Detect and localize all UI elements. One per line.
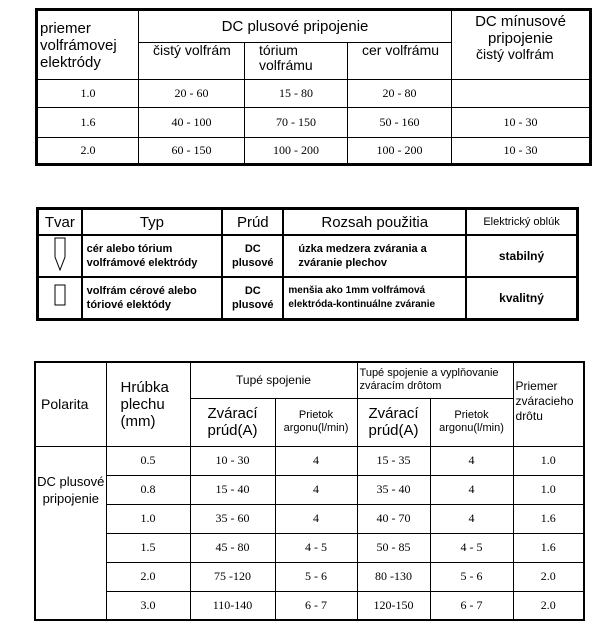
wire-cell: 1.6 — [513, 504, 584, 533]
thickness-cell: 3.0 — [106, 591, 190, 620]
flat-electrode-icon — [38, 277, 82, 319]
usage-cell: menšia ako 1mm volfrámová elektróda-kontinuálne zváranie — [283, 277, 466, 319]
header-typ: Typ — [82, 209, 223, 236]
butt-flow-cell: 4 - 5 — [275, 533, 357, 562]
fill-flow-cell: 4 — [430, 504, 513, 533]
diameter-cell: 2.0 — [37, 138, 139, 165]
butt-flow-cell: 4 — [275, 475, 357, 504]
value-cell: 20 - 60 — [139, 80, 245, 108]
table-row — [37, 108, 591, 138]
argon-flow-subheader: Prietok argonu(l/min) — [430, 398, 513, 446]
table-row — [37, 80, 591, 108]
fill-current-cell: 15 - 35 — [357, 446, 430, 475]
table-row — [35, 446, 584, 475]
fill-flow-cell: 4 — [430, 475, 513, 504]
butt-joint-filler-header: Tupé spojenie a vyplňovanie zváracím drôtom — [357, 362, 513, 398]
value-cell: 10 - 30 — [452, 108, 591, 138]
header-oblúk: Elektrický oblúk — [466, 209, 577, 236]
table-row — [38, 235, 578, 277]
thickness-cell: 0.8 — [106, 475, 190, 504]
diameter-header: priemer volfrámovej elektródy — [37, 10, 139, 80]
value-cell: 50 - 160 — [348, 108, 452, 138]
butt-flow-cell: 6 - 7 — [275, 591, 357, 620]
table-row — [35, 591, 584, 620]
value-cell: 60 - 150 — [139, 138, 245, 165]
pointed-electrode-icon — [38, 235, 82, 277]
diameter-cell: 1.0 — [37, 80, 139, 108]
wire-cell: 2.0 — [513, 562, 584, 591]
thickness-header: Hrúbka plechu (mm) — [106, 362, 190, 446]
table-row — [35, 504, 584, 533]
thickness-cell: 1.0 — [106, 504, 190, 533]
value-cell: 10 - 30 — [452, 138, 591, 165]
header-tvar: Tvar — [38, 209, 82, 236]
polarity-cell: DC plusové pripojenie — [35, 446, 106, 620]
fill-flow-cell: 4 - 5 — [430, 533, 513, 562]
fill-flow-cell: 6 - 7 — [430, 591, 513, 620]
header-rozsah: Rozsah použitia — [283, 209, 466, 236]
electrode-current-table — [35, 8, 592, 166]
wire-cell: 1.6 — [513, 533, 584, 562]
subheader-thorium-tungsten: tórium volfrámu — [245, 43, 348, 80]
fill-current-cell: 80 -130 — [357, 562, 430, 591]
dc-plus-header: DC plusové pripojenie — [139, 10, 452, 43]
current-subheader: Zvárací prúd(A) — [190, 398, 275, 446]
thickness-cell: 0.5 — [106, 446, 190, 475]
butt-current-cell: 75 -120 — [190, 562, 275, 591]
dc-minus-header — [452, 10, 591, 80]
subheader-pure-tungsten-minus: čistý volfrám — [476, 46, 554, 62]
fill-flow-cell: 4 — [430, 446, 513, 475]
butt-current-cell: 15 - 40 — [190, 475, 275, 504]
butt-current-cell: 35 - 60 — [190, 504, 275, 533]
butt-current-cell: 45 - 80 — [190, 533, 275, 562]
current-subheader: Zvárací prúd(A) — [357, 398, 430, 446]
fill-flow-cell: 5 - 6 — [430, 562, 513, 591]
diameter-cell: 1.6 — [37, 108, 139, 138]
wire-cell: 1.0 — [513, 475, 584, 504]
fill-current-cell: 120-150 — [357, 591, 430, 620]
thickness-cell: 2.0 — [106, 562, 190, 591]
butt-flow-cell: 4 — [275, 446, 357, 475]
subheader-pure-tungsten: čistý volfrám — [139, 43, 245, 80]
value-cell: 40 - 100 — [139, 108, 245, 138]
current-cell: DC plusové — [222, 235, 283, 277]
wire-cell: 1.0 — [513, 446, 584, 475]
butt-flow-cell: 4 — [275, 504, 357, 533]
argon-flow-subheader: Prietok argonu(l/min) — [275, 398, 357, 446]
value-cell: 20 - 80 — [348, 80, 452, 108]
table-row — [35, 475, 584, 504]
dc-minus-label: DC mínusové pripojenie — [475, 13, 566, 47]
value-cell — [452, 80, 591, 108]
subheader-cerium-tungsten: cer volfrámu — [348, 43, 452, 80]
usage-cell: úzka medzera zvárania a zváranie plechov — [283, 235, 466, 277]
fill-current-cell: 50 - 85 — [357, 533, 430, 562]
wire-diameter-header: Priemer zváracieho drôtu — [513, 362, 584, 446]
table-row — [35, 533, 584, 562]
arc-cell: stabilný — [466, 235, 577, 277]
arc-cell: kvalitný — [466, 277, 577, 319]
value-cell: 100 - 200 — [348, 138, 452, 165]
type-cell: volfrám cérové alebo tóriové elektódy — [82, 277, 223, 319]
current-cell: DC plusové — [222, 277, 283, 319]
electrode-shape-table — [36, 207, 579, 321]
butt-flow-cell: 5 - 6 — [275, 562, 357, 591]
fill-current-cell: 35 - 40 — [357, 475, 430, 504]
thickness-cell: 1.5 — [106, 533, 190, 562]
value-cell: 70 - 150 — [245, 108, 348, 138]
type-cell: cér alebo tórium volfrámové elektródy — [82, 235, 223, 277]
butt-current-cell: 10 - 30 — [190, 446, 275, 475]
butt-joint-header: Tupé spojenie — [190, 362, 357, 398]
header-prud: Prúd — [222, 209, 283, 236]
welding-parameters-table — [34, 361, 585, 621]
table-row — [38, 277, 578, 319]
value-cell: 15 - 80 — [245, 80, 348, 108]
table-row — [35, 562, 584, 591]
wire-cell: 2.0 — [513, 591, 584, 620]
table-row — [37, 138, 591, 165]
fill-current-cell: 40 - 70 — [357, 504, 430, 533]
polarita-header: Polarita — [35, 362, 106, 446]
value-cell: 100 - 200 — [245, 138, 348, 165]
butt-current-cell: 110-140 — [190, 591, 275, 620]
